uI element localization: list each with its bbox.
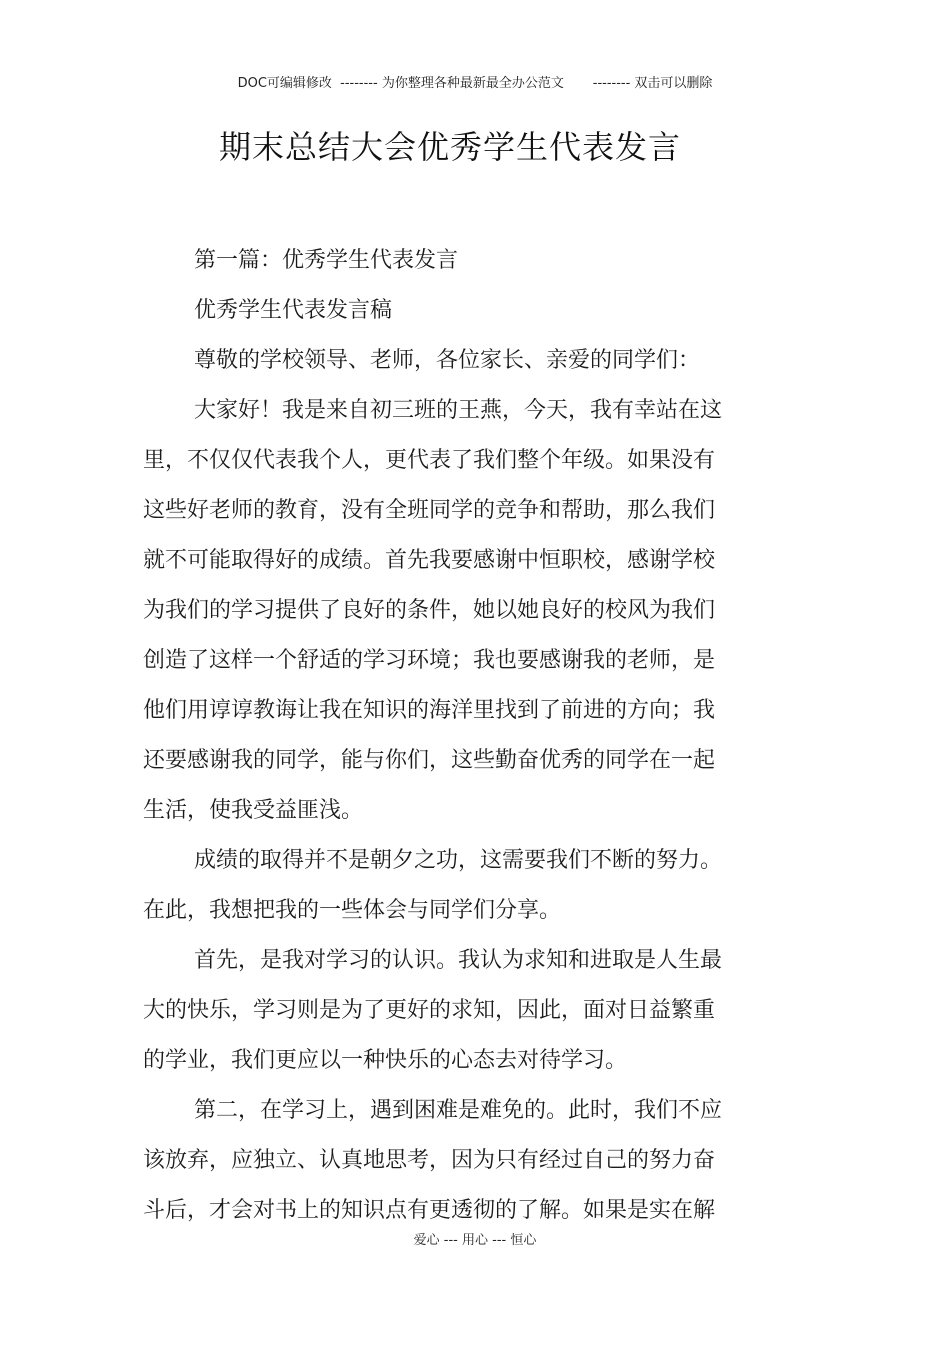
salutation: 尊敬的学校领导、老师，各位家长、亲爱的同学们： — [194, 348, 701, 373]
paragraph-line: 该放弃，应独立、认真地思考，因为只有经过自己的努力奋 — [143, 1148, 716, 1173]
paragraph-line: 还要感谢我的同学，能与你们，这些勤奋优秀的同学在一起 — [143, 748, 716, 773]
paragraph-line: 在此，我想把我的一些体会与同学们分享。 — [143, 898, 562, 923]
paragraph-line: 斗后，才会对书上的知识点有更透彻的了解。如果是实在解 — [143, 1198, 716, 1223]
paragraph-line: 就不可能取得好的成绩。首先我要感谢中恒职校，感谢学校 — [143, 548, 716, 573]
section-heading: 第一篇：优秀学生代表发言 — [194, 248, 459, 273]
page-footer: 爱心 --- 用心 --- 恒心 — [413, 1233, 537, 1248]
page-header: DOC可编辑修改 -------- 为你整理各种最新最全办公范文 -------- 双击可以删除 — [237, 76, 713, 91]
paragraph-line: 大的快乐，学习则是为了更好的求知，因此，面对日益繁重 — [143, 998, 716, 1023]
paragraph-line: 他们用谆谆教诲让我在知识的海洋里找到了前进的方向；我 — [143, 698, 716, 723]
document-body — [143, 236, 743, 1236]
paragraph-line: 为我们的学习提供了良好的条件，她以她良好的校风为我们 — [143, 598, 716, 623]
paragraph-line: 里，不仅仅代表我个人，更代表了我们整个年级。如果没有 — [143, 448, 716, 473]
paragraph-line: 首先，是我对学习的认识。我认为求知和进取是人生最 — [194, 948, 723, 973]
subheading: 优秀学生代表发言稿 — [194, 298, 393, 323]
paragraph-line: 的学业，我们更应以一种快乐的心态去对待学习。 — [143, 1048, 628, 1073]
document-title: 期末总结大会优秀学生代表发言 — [218, 128, 681, 166]
paragraph-line: 成绩的取得并不是朝夕之功，这需要我们不断的努力。 — [194, 848, 723, 873]
paragraph-line: 生活，使我受益匪浅。 — [143, 798, 364, 823]
paragraph-line: 创造了这样一个舒适的学习环境；我也要感谢我的老师，是 — [143, 648, 716, 673]
paragraph-line: 第二，在学习上，遇到困难是难免的。此时，我们不应 — [194, 1098, 723, 1123]
paragraph-line: 这些好老师的教育，没有全班同学的竞争和帮助，那么我们 — [143, 498, 716, 523]
paragraph-line: 大家好！我是来自初三班的王燕，今天，我有幸站在这 — [194, 398, 723, 423]
